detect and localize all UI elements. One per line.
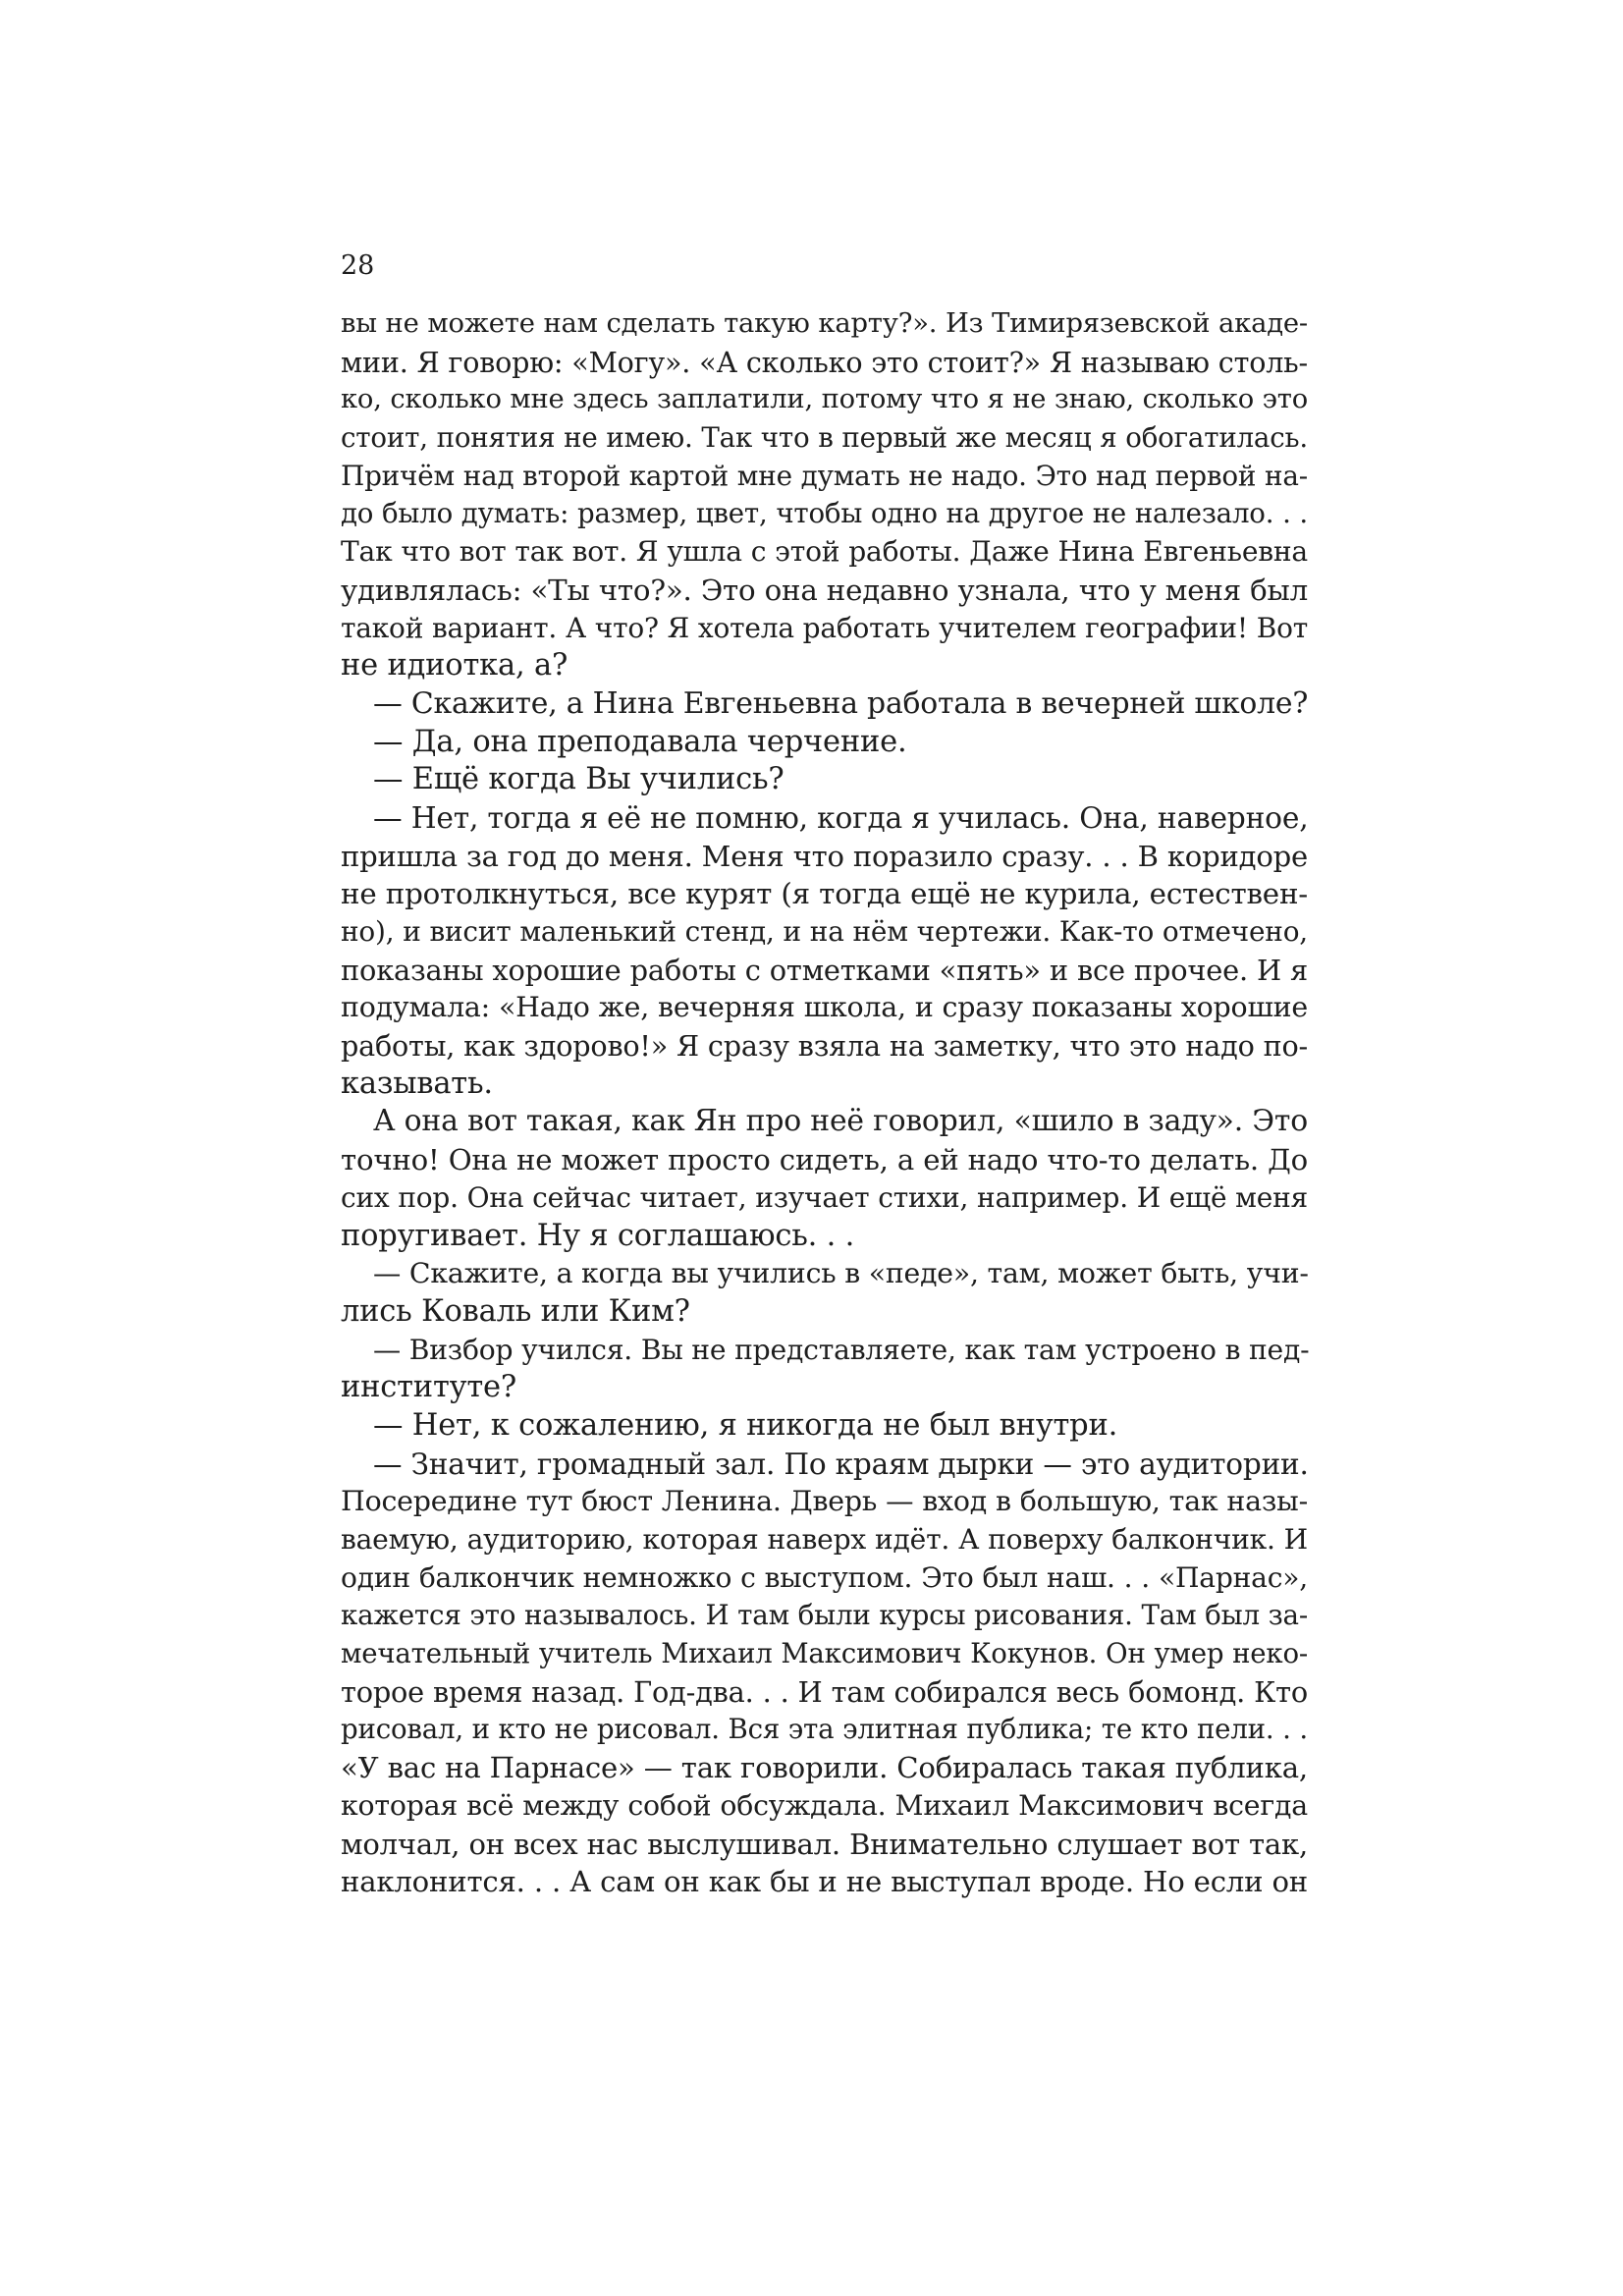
- text-line: но), и висит маленький стенд, и на нём чертежи. Как-то отмечено,: [341, 915, 1308, 948]
- text-line: один балкончик немножко с выступом. Это был наш. . . «Парнас»,: [341, 1560, 1308, 1594]
- text-line: торое время назад. Год-два. . . И там собирался весь бомонд. Кто: [341, 1674, 1308, 1709]
- text-line: вы не можете нам сделать такую карту?». Из Тимирязевской акаде-: [341, 308, 1308, 339]
- text-line: — Нет, тогда я её не помню, когда я училась. Она, наверное,: [373, 799, 1309, 835]
- text-line: лись Коваль или Ким?: [341, 1293, 690, 1329]
- text-line: — Да, она преподавала черчение.: [373, 724, 907, 759]
- text-line: поругивает. Ну я соглашаюсь. . .: [341, 1218, 855, 1253]
- text-line: работы, как здорово!» Я сразу взяла на заметку, что это надо по-: [341, 1029, 1308, 1064]
- text-line: институте?: [341, 1370, 517, 1405]
- text-line: показаны хорошие работы с отметками «пять» и все прочее. И я: [341, 953, 1308, 987]
- text-line: удивлялась: «Ты что?». Это она недавно узнала, что у меня был: [341, 573, 1308, 607]
- text-line: казывать.: [341, 1066, 493, 1101]
- text-line: — Визбор учился. Вы не представляете, как там устроено в пед-: [373, 1333, 1310, 1366]
- text-line: Посередине тут бюст Ленина. Дверь — вход в большую, так назы-: [341, 1485, 1308, 1518]
- text-line: которая всё между собой обсуждала. Михаил Максимович всегда: [341, 1788, 1308, 1822]
- text-line: мии. Я говорю: «Могу». «А сколько это стоит?» Я называю столь-: [341, 345, 1308, 379]
- text-line: — Ещё когда Вы учились?: [373, 762, 784, 797]
- text-line: подумала: «Надо же, вечерняя школа, и сразу показаны хорошие: [341, 991, 1308, 1024]
- text-line: — Значит, громадный зал. По краям дырки — это аудитории.: [373, 1447, 1309, 1481]
- text-line: такой вариант. А что? Я хотела работать учителем географии! Вот: [341, 611, 1308, 644]
- text-line: пришла за год до меня. Меня что поразило сразу. . . В коридоре: [341, 839, 1308, 873]
- text-line: не протолкнуться, все курят (я тогда ещё не курила, естествен-: [341, 877, 1308, 911]
- text-line: рисовал, и кто не рисовал. Вся эта элитная публика; те кто пели. . .: [341, 1713, 1308, 1746]
- text-line: кажется это называлось. И там были курсы рисования. Там был за-: [341, 1599, 1308, 1632]
- text-line: Так что вот так вот. Я ушла с этой работы. Даже Нина Евгеньевна: [341, 535, 1308, 569]
- body-text: [341, 305, 1308, 1901]
- text-line: точно! Она не может просто сидеть, а ей надо что-то делать. До: [341, 1143, 1308, 1177]
- text-line: ваемую, аудиторию, которая наверх идёт. А поверху балкончик. И: [341, 1523, 1308, 1556]
- text-line: до было думать: размер, цвет, чтобы одно на другое не налезало. . .: [341, 497, 1308, 530]
- text-line: «У вас на Парнасе» — так говорили. Собиралась такая публика,: [341, 1751, 1308, 1785]
- text-line: не идиотка, а?: [341, 648, 568, 683]
- page-number: 28: [341, 250, 375, 281]
- text-line: стоит, понятия не имею. Так что в первый же месяц я обогатилась.: [341, 421, 1308, 455]
- text-line: — Скажите, а когда вы учились в «педе», там, может быть, учи-: [373, 1257, 1309, 1290]
- text-line: сих пор. Она сейчас читает, изучает стихи, например. И ещё меня: [341, 1180, 1308, 1214]
- text-line: молчал, он всех нас выслушивал. Внимательно слушает вот так,: [341, 1827, 1308, 1861]
- text-line: ко, сколько мне здесь заплатили, потому что я не знаю, сколько это: [341, 384, 1308, 415]
- text-line: — Нет, к сожалению, я никогда не был внутри.: [373, 1407, 1118, 1443]
- text-line: — Скажите, а Нина Евгеньевна работала в вечерней школе?: [373, 685, 1309, 721]
- text-line: А она вот такая, как Ян про неё говорил, «шило в заду». Это: [373, 1104, 1308, 1139]
- text-line: Причём над второй картой мне думать не надо. Это над первой на-: [341, 459, 1308, 492]
- text-line: наклонится. . . А сам он как бы и не выступал вроде. Но если он: [341, 1865, 1308, 1899]
- text-line: мечательный учитель Михаил Максимович Кокунов. Он умер неко-: [341, 1637, 1308, 1670]
